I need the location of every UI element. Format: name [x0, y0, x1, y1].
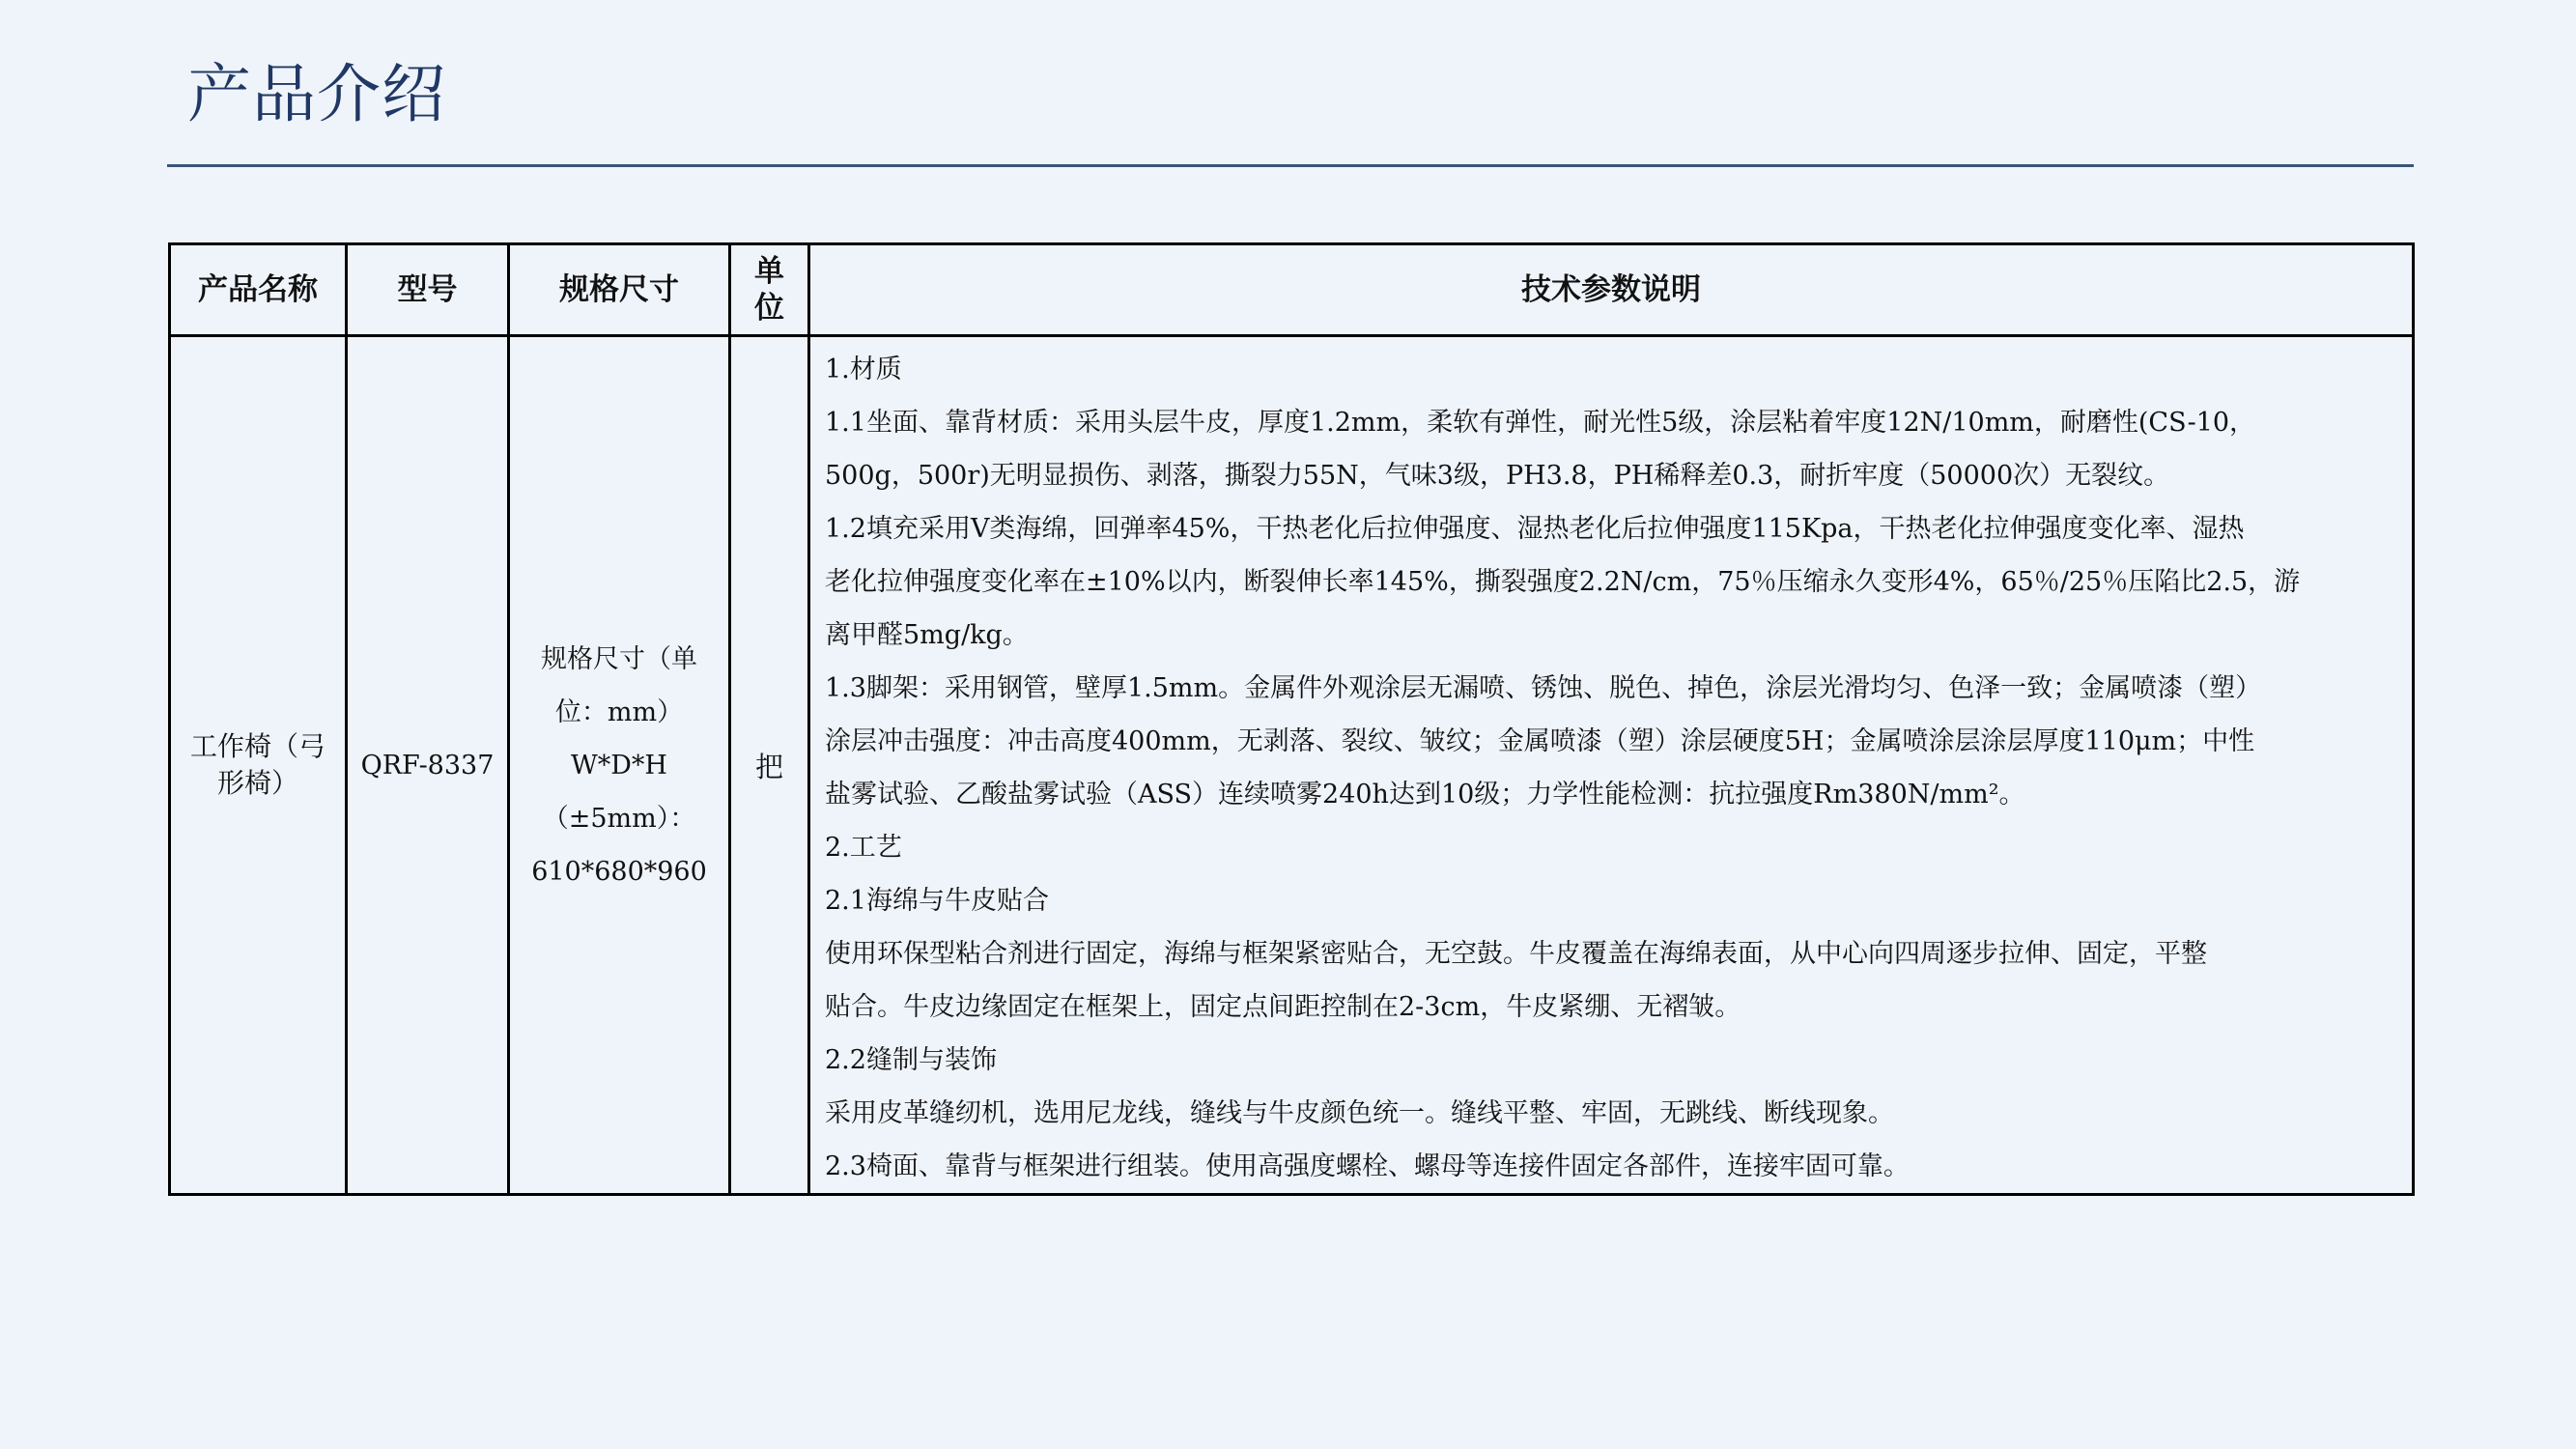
cell-tech-params: [809, 336, 2414, 1195]
tech-line: 2.1海绵与牛皮贴合: [825, 886, 1049, 916]
tech-line: 2.工艺: [825, 833, 902, 863]
size-line: 610*680*960: [531, 856, 707, 887]
header-unit-line1: 单: [754, 254, 784, 289]
page-title: 产品介绍: [187, 57, 446, 131]
tech-line: 采用皮革缝纫机，选用尼龙线，缝线与牛皮颜色统一。缝线平整、牢固，无跳线、断线现象。: [825, 1098, 1894, 1128]
header-product-name: 产品名称: [170, 244, 347, 336]
size-line: （±5mm）：: [542, 803, 696, 834]
tech-line: 1.1坐面、靠背材质：采用头层牛皮，厚度1.2mm，柔软有弹性，耐光性5级，涂层粘着牢度12N/10mm，耐磨性(CS-10，: [825, 408, 2256, 438]
cell-model: QRF-8337: [347, 336, 509, 1195]
tech-line: 离甲醛5mg/kg。: [825, 620, 1029, 650]
size-line: W*D*H: [571, 750, 667, 781]
tech-line: 贴合。牛皮边缘固定在框架上，固定点间距控制在2-3cm，牛皮紧绷、无褶皱。: [825, 992, 1741, 1022]
cell-unit: 把: [730, 336, 809, 1195]
tech-line: 2.3椅面、靠背与框架进行组装。使用高强度螺栓、螺母等连接件固定各部件，连接牢固可靠。: [825, 1151, 1910, 1181]
tech-line: 500g，500r)无明显损伤、剥落，撕裂力55N，气味3级，PH3.8，PH稀释差0.3，耐折牢度（50000次）无裂纹。: [825, 461, 2170, 491]
tech-line: 1.2填充采用V类海绵，回弹率45%，干热老化后拉伸强度、湿热老化后拉伸强度115Kpa，干热老化拉伸强度变化率、湿热: [825, 514, 2245, 544]
size-line: 规格尺寸（单: [541, 643, 697, 674]
header-model: 型号: [347, 244, 509, 336]
size-line: 位：mm）: [554, 696, 684, 727]
header-unit: [730, 244, 809, 336]
tech-line: 盐雾试验、乙酸盐雾试验（ASS）连续喷雾240h达到10级；力学性能检测：抗拉强度Rm380N/mm²。: [825, 780, 2025, 810]
product-name-line1: 工作椅（弓: [189, 730, 326, 762]
product-name-line2: 形椅）: [216, 767, 298, 799]
product-spec-table: [168, 242, 2415, 1196]
table-row: [170, 336, 2414, 1195]
header-size: 规格尺寸: [509, 244, 730, 336]
tech-line: 使用环保型粘合剂进行固定，海绵与框架紧密贴合，无空鼓。牛皮覆盖在海绵表面，从中心向四周逐步拉伸、固定，平整: [825, 939, 2207, 969]
header-unit-line2: 位: [754, 291, 784, 326]
cell-product-name: [170, 336, 347, 1195]
cell-size: [509, 336, 730, 1195]
header-tech-params: 技术参数说明: [809, 244, 2414, 336]
tech-line: 老化拉伸强度变化率在±10%以内，断裂伸长率145%，撕裂强度2.2N/cm，75％压缩永久变形4%，65％/25％压陷比2.5，游: [825, 567, 2301, 597]
table-header-row: [170, 244, 2414, 336]
tech-line: 1.3脚架：采用钢管，壁厚1.5mm。金属件外观涂层无漏喷、锈蚀、脱色、掉色，涂层光滑均匀、色泽一致；金属喷漆（塑）: [825, 673, 2262, 703]
tech-line: 1.材质: [825, 355, 902, 384]
title-divider: [167, 164, 2414, 167]
tech-line: 2.2缝制与装饰: [825, 1045, 997, 1075]
tech-line: 涂层冲击强度：冲击高度400mm，无剥落、裂纹、皱纹；金属喷漆（塑）涂层硬度5H；金属喷涂层涂层厚度110μm；中性: [825, 726, 2255, 756]
